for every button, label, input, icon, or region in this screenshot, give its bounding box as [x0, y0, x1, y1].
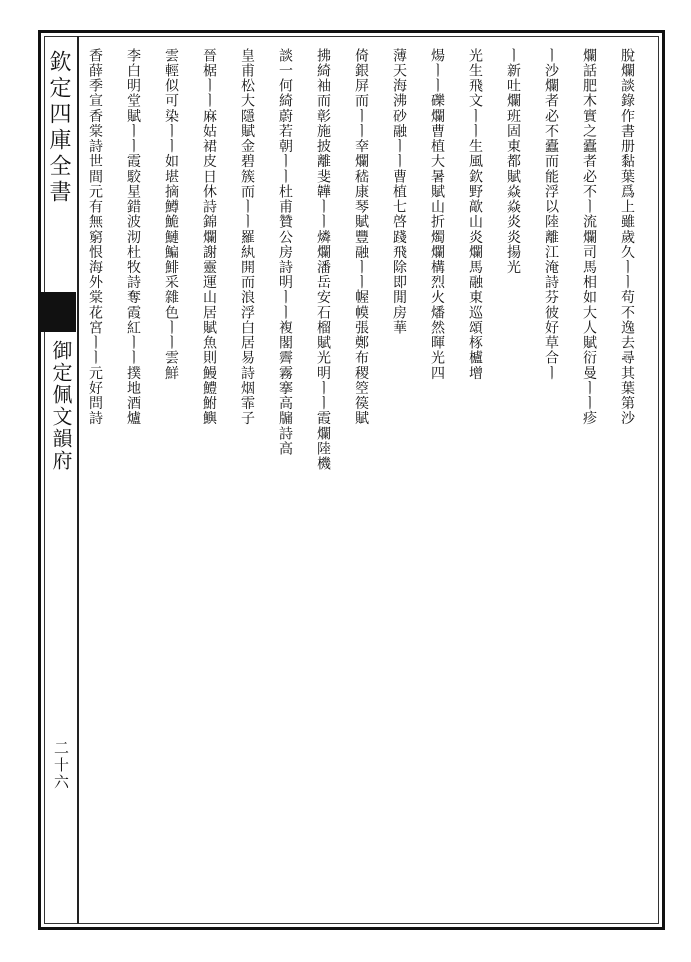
- text-column-10: 談一何綺蔚若朝ㅣㅣ杜甫贊公房詩明ㅣㅣ複閣霽霧搴高牖詩高: [277, 48, 293, 457]
- text-column-15: 香薛季宣香棠詩世間元有無窮恨海外棠花宮ㅣㅣ元好問詩: [87, 48, 103, 426]
- collection-title: 欽定四庫全書: [46, 50, 71, 206]
- text-column-11: 皇甫松大隱賦金碧簇而ㅣㅣ羅紈開而浪浮白居易詩烟霏子: [239, 48, 255, 426]
- text-column-13: 雲輕似可染ㅣㅣ如堪摘鱒鮠鰱鯿鯡采雜色ㅣㅣ雲鮮: [163, 48, 179, 381]
- text-column-1: 脫爛談錄作書册黏葉爲上雖歲久ㅣㅣ苟不逸去尋其葉第沙: [619, 48, 635, 426]
- book-spine: [40, 40, 76, 920]
- page-number: 二十六: [52, 740, 70, 791]
- text-column-3: ㅣ沙爛者必不蠹而能浮以陸離江淹詩芬彼好草合ㅣ: [543, 48, 559, 381]
- text-column-9: 拂綺袖而彰施披離斐韡ㅣㅣ燐爛潘岳安石榴賦光明ㅣㅣ霞爛陸機: [315, 48, 331, 472]
- text-column-7: 薄天海沸砂融ㅣㅣ曹植七啓踐飛除即閒房華: [391, 48, 407, 336]
- text-column-4: ㅣ新吐爛班固東都賦焱焱炎炎揚光: [505, 48, 521, 275]
- text-column-2: 爛話肥木實之蠹者必不ㅣ流爛司馬相如大人賦衍曼ㅣㅣ疹: [581, 48, 597, 426]
- text-column-5: 光生飛文ㅣㅣ生風欽野歊山炎爛馬融東巡頌㭬櫨增: [467, 48, 483, 381]
- text-column-12: 晉椐ㅣㅣ麻姑裙皮日休詩錦爛謝靈運山居賦魚則鰻鱧鮒鱮: [201, 48, 217, 426]
- book-title: 御定佩文韻府: [49, 340, 73, 472]
- text-column-14: 李白明堂賦ㅣㅣ霞駮星錯波沏杜牧詩奪霞紅ㅣㅣ撲地酒爐: [125, 48, 141, 426]
- text-column-6: 煬ㅣㅣ礫爛曹植大暑賦山折燭爛構烈火燔然暉光四: [429, 48, 445, 381]
- text-body: [82, 40, 654, 920]
- fishtail-mark: [40, 292, 76, 332]
- text-column-8: 倚銀屏而ㅣㅣ㚔爛嵇康琴賦豐融ㅣㅣ幄幙張鄭布稷箜篌賦: [353, 48, 369, 426]
